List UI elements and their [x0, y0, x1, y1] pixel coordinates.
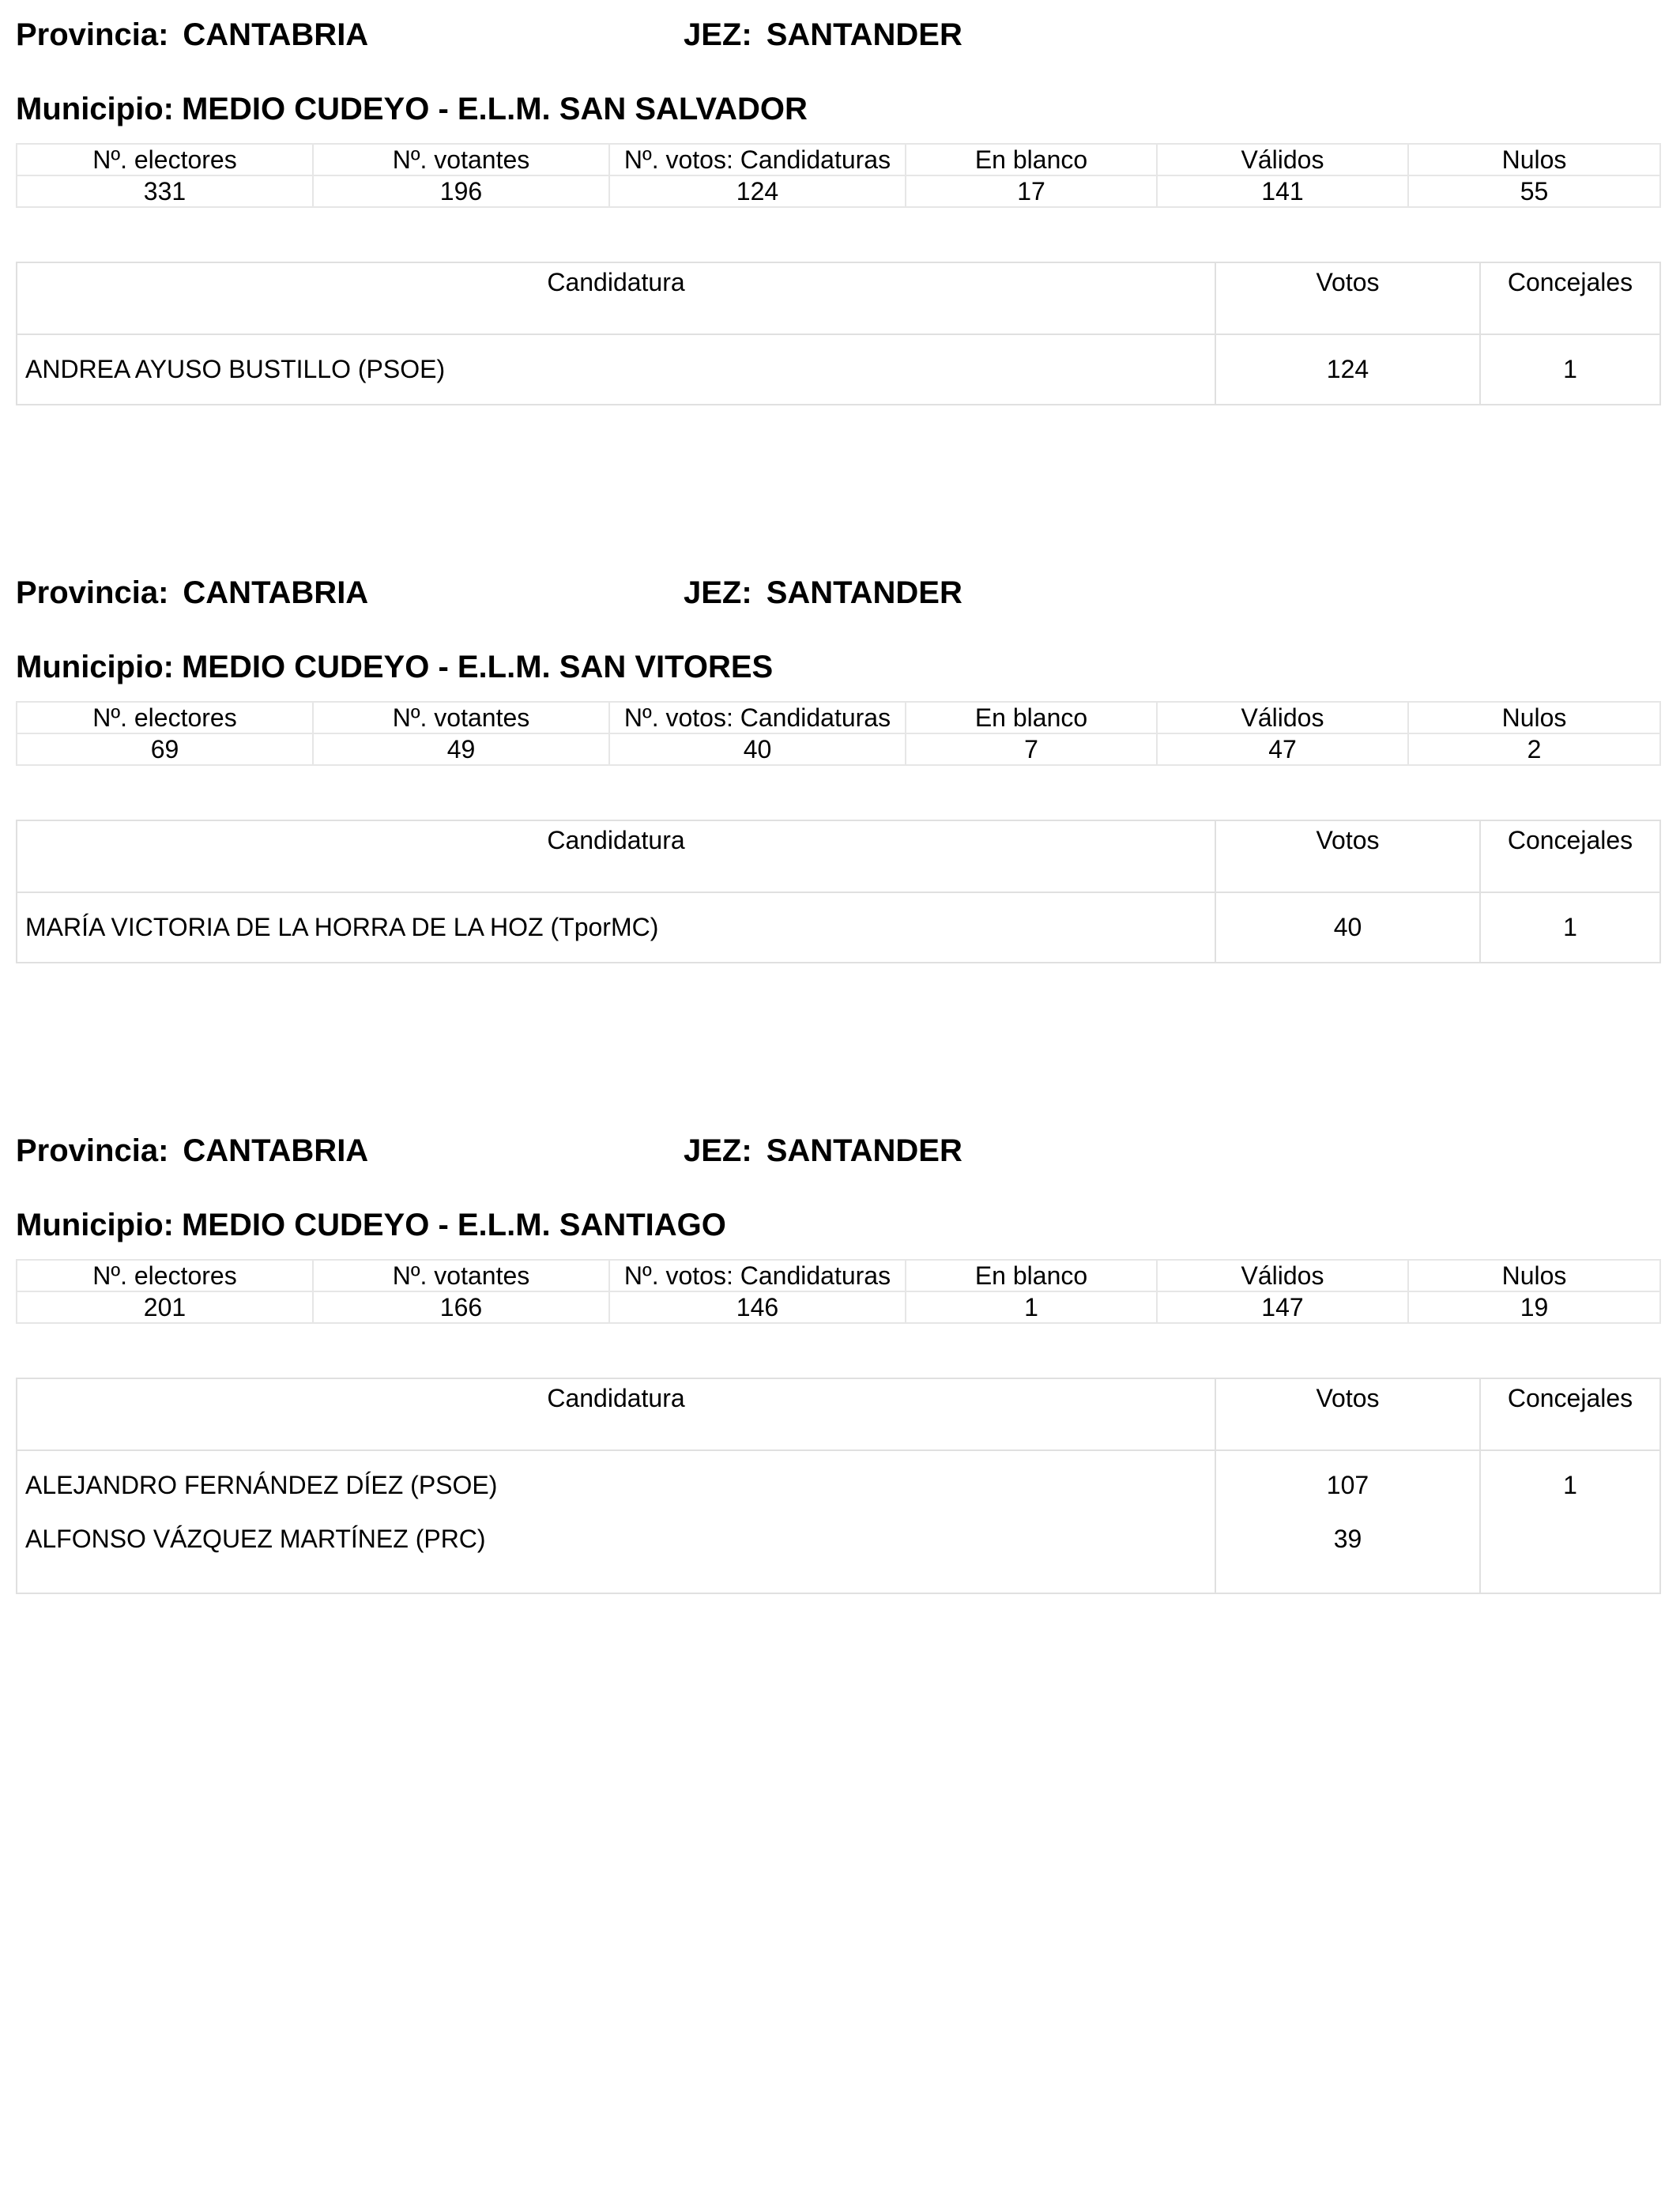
provincia-label: Provincia: — [16, 575, 169, 610]
candidate-row — [17, 334, 1660, 405]
candidate-votos: 39 — [1215, 1520, 1480, 1593]
summary-header-votantes: Nº. votantes — [313, 702, 609, 733]
summary-header-electores: Nº. electores — [17, 144, 313, 175]
concejales-header: Concejales — [1480, 820, 1660, 892]
summary-electores: 331 — [17, 175, 313, 207]
summary-votantes: 166 — [313, 1291, 609, 1323]
candidatura-header: Candidatura — [17, 1378, 1215, 1450]
jez-line — [684, 575, 962, 611]
summary-electores: 69 — [17, 733, 313, 765]
candidates-header-row — [17, 820, 1660, 892]
municipality-section-2 — [16, 558, 1659, 1001]
summary-validos: 141 — [1157, 175, 1408, 207]
candidate-concejales: 1 — [1480, 1450, 1660, 1520]
summary-table — [16, 1259, 1661, 1324]
summary-header-en-blanco: En blanco — [906, 1260, 1157, 1291]
concejales-header: Concejales — [1480, 1378, 1660, 1450]
candidate-row — [17, 1520, 1660, 1593]
summary-header-en-blanco: En blanco — [906, 144, 1157, 175]
summary-header-electores: Nº. electores — [17, 1260, 313, 1291]
summary-validos: 147 — [1157, 1291, 1408, 1323]
candidates-table — [16, 820, 1661, 963]
summary-votos-candidaturas: 40 — [609, 733, 906, 765]
provincia-line — [16, 575, 368, 611]
summary-header-nulos: Nulos — [1408, 144, 1660, 175]
votos-header: Votos — [1215, 262, 1480, 334]
provincia-value: CANTABRIA — [183, 17, 369, 52]
jez-label: JEZ: — [684, 17, 752, 52]
candidate-name: MARÍA VICTORIA DE LA HORRA DE LA HOZ (TporMC) — [17, 892, 1215, 963]
summary-nulos: 19 — [1408, 1291, 1660, 1323]
candidate-votos: 124 — [1215, 334, 1480, 405]
votos-header: Votos — [1215, 820, 1480, 892]
summary-votantes: 196 — [313, 175, 609, 207]
provincia-line — [16, 1133, 368, 1169]
municipio-line — [16, 650, 773, 685]
summary-header-en-blanco: En blanco — [906, 702, 1157, 733]
summary-validos: 47 — [1157, 733, 1408, 765]
jez-line — [684, 17, 962, 53]
candidatura-header: Candidatura — [17, 262, 1215, 334]
municipio-value: MEDIO CUDEYO - E.L.M. SANTIAGO — [181, 1208, 726, 1242]
summary-header-votantes: Nº. votantes — [313, 1260, 609, 1291]
concejales-header: Concejales — [1480, 262, 1660, 334]
summary-table — [16, 143, 1661, 208]
candidate-concejales: 1 — [1480, 334, 1660, 405]
candidates-header-row — [17, 262, 1660, 334]
municipio-line — [16, 92, 808, 127]
candidate-name: ALFONSO VÁZQUEZ MARTÍNEZ (PRC) — [17, 1520, 1215, 1593]
candidate-concejales: 1 — [1480, 892, 1660, 963]
summary-header-nulos: Nulos — [1408, 702, 1660, 733]
jez-value: SANTANDER — [766, 17, 962, 52]
summary-header-votos-candidaturas: Nº. votos: Candidaturas — [609, 144, 906, 175]
municipality-section-1 — [16, 0, 1659, 443]
candidate-concejales — [1480, 1520, 1660, 1593]
summary-value-row — [17, 733, 1660, 765]
summary-en-blanco: 7 — [906, 733, 1157, 765]
summary-header-votantes: Nº. votantes — [313, 144, 609, 175]
summary-header-nulos: Nulos — [1408, 1260, 1660, 1291]
summary-value-row — [17, 1291, 1660, 1323]
municipio-value: MEDIO CUDEYO - E.L.M. SAN SALVADOR — [181, 92, 808, 126]
summary-header-electores: Nº. electores — [17, 702, 313, 733]
summary-votos-candidaturas: 124 — [609, 175, 906, 207]
candidates-header-row — [17, 1378, 1660, 1450]
summary-header-votos-candidaturas: Nº. votos: Candidaturas — [609, 1260, 906, 1291]
summary-nulos: 2 — [1408, 733, 1660, 765]
summary-en-blanco: 1 — [906, 1291, 1157, 1323]
municipality-section-3 — [16, 1116, 1659, 1622]
candidate-votos: 107 — [1215, 1450, 1480, 1520]
summary-header-row — [17, 144, 1660, 175]
jez-line — [684, 1133, 962, 1169]
jez-label: JEZ: — [684, 575, 752, 610]
summary-header-validos: Válidos — [1157, 144, 1408, 175]
municipio-label: Municipio: — [16, 1208, 174, 1242]
jez-value: SANTANDER — [766, 575, 962, 610]
provincia-line — [16, 17, 368, 53]
candidate-name: ANDREA AYUSO BUSTILLO (PSOE) — [17, 334, 1215, 405]
summary-header-votos-candidaturas: Nº. votos: Candidaturas — [609, 702, 906, 733]
municipio-label: Municipio: — [16, 92, 174, 126]
municipio-line — [16, 1208, 726, 1243]
summary-en-blanco: 17 — [906, 175, 1157, 207]
summary-header-validos: Válidos — [1157, 702, 1408, 733]
jez-label: JEZ: — [684, 1133, 752, 1168]
votos-header: Votos — [1215, 1378, 1480, 1450]
candidatura-header: Candidatura — [17, 820, 1215, 892]
summary-header-row — [17, 702, 1660, 733]
candidates-table — [16, 262, 1661, 405]
summary-nulos: 55 — [1408, 175, 1660, 207]
provincia-label: Provincia: — [16, 17, 169, 52]
summary-votos-candidaturas: 146 — [609, 1291, 906, 1323]
candidates-table — [16, 1378, 1661, 1594]
summary-table — [16, 701, 1661, 766]
municipio-value: MEDIO CUDEYO - E.L.M. SAN VITORES — [181, 650, 774, 684]
candidate-row — [17, 892, 1660, 963]
summary-header-row — [17, 1260, 1660, 1291]
jez-value: SANTANDER — [766, 1133, 962, 1168]
candidate-votos: 40 — [1215, 892, 1480, 963]
provincia-value: CANTABRIA — [183, 1133, 369, 1168]
candidate-row — [17, 1450, 1660, 1520]
municipio-label: Municipio: — [16, 650, 174, 684]
summary-value-row — [17, 175, 1660, 207]
summary-votantes: 49 — [313, 733, 609, 765]
provincia-value: CANTABRIA — [183, 575, 369, 610]
summary-electores: 201 — [17, 1291, 313, 1323]
candidate-name: ALEJANDRO FERNÁNDEZ DÍEZ (PSOE) — [17, 1450, 1215, 1520]
provincia-label: Provincia: — [16, 1133, 169, 1168]
summary-header-validos: Válidos — [1157, 1260, 1408, 1291]
